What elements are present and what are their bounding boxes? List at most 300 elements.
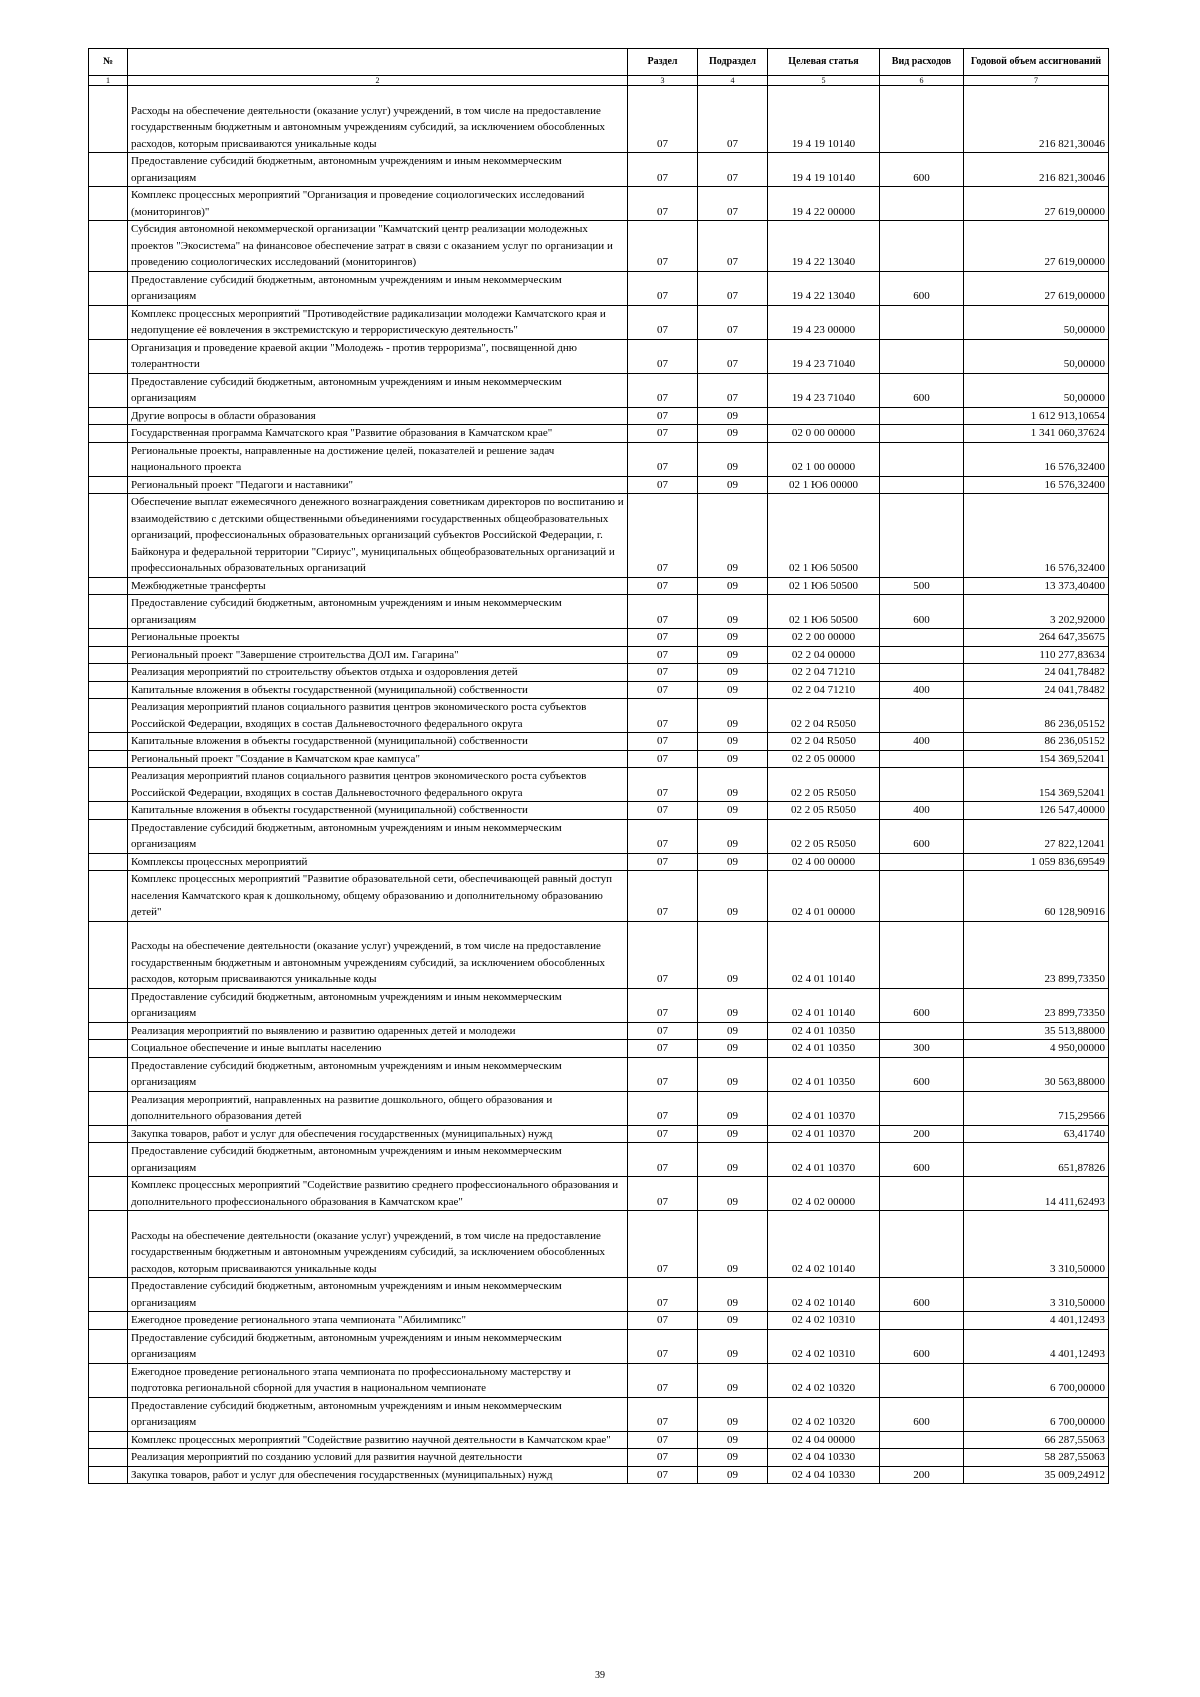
row-name-cell: Комплекс процессных мероприятий "Организация и проведение социологических исследований (мониторингов)" [128, 187, 628, 221]
row-name-cell: Расходы на обеспечение деятельности (оказание услуг) учреждений, в том числе на предоставление государственным бюджетным и автономным учреждениям субсидий, за исключением обособленных расходов, которым присваиваются уникальные коды [128, 1211, 628, 1278]
table-row [89, 768, 1109, 802]
row-razdel-cell: 07 [628, 1057, 698, 1091]
table-row [89, 853, 1109, 871]
table-row [89, 988, 1109, 1022]
row-sum-cell: 27 619,00000 [964, 271, 1109, 305]
row-name-cell: Субсидия автономной некоммерческой организации "Камчатский центр реализации молодежных проектов "Экосистема" на финансовое обеспечение затрат в связи с оказанием услуг по организации и проведению социологических исследований (мониторингов) [128, 221, 628, 272]
row-vid-cell [880, 339, 964, 373]
header-number: 7 [964, 76, 1109, 86]
budget-document [88, 48, 1108, 1484]
row-razdel-cell: 07 [628, 1329, 698, 1363]
row-podrazdel-cell: 09 [698, 1040, 768, 1058]
row-number-cell [89, 153, 128, 187]
table-body [89, 86, 1109, 1484]
row-number-cell [89, 988, 128, 1022]
row-name-cell: Региональный проект "Создание в Камчатском крае кампуса" [128, 750, 628, 768]
row-vid-cell [880, 494, 964, 578]
row-podrazdel-cell: 07 [698, 271, 768, 305]
row-statya-cell: 19 4 22 00000 [768, 187, 880, 221]
row-vid-cell [880, 1312, 964, 1330]
row-sum-cell: 13 373,40400 [964, 577, 1109, 595]
row-statya-cell: 02 4 01 00000 [768, 871, 880, 922]
row-vid-cell [880, 1449, 964, 1467]
row-razdel-cell: 07 [628, 1143, 698, 1177]
row-razdel-cell: 07 [628, 221, 698, 272]
row-vid-cell [880, 442, 964, 476]
header-vid: Вид расходов [880, 49, 964, 76]
row-vid-cell: 600 [880, 1143, 964, 1177]
row-statya-cell: 02 4 01 10370 [768, 1091, 880, 1125]
row-sum-cell: 4 401,12493 [964, 1312, 1109, 1330]
row-number-cell [89, 1211, 128, 1278]
row-razdel-cell: 07 [628, 86, 698, 153]
header-number: 6 [880, 76, 964, 86]
table-row [89, 86, 1109, 153]
row-razdel-cell: 07 [628, 646, 698, 664]
row-razdel-cell: 07 [628, 494, 698, 578]
row-statya-cell: 02 1 Ю6 50500 [768, 577, 880, 595]
row-podrazdel-cell: 09 [698, 1431, 768, 1449]
row-sum-cell: 16 576,32400 [964, 494, 1109, 578]
row-name-cell: Капитальные вложения в объекты государственной (муниципальной) собственности [128, 733, 628, 751]
table-row [89, 187, 1109, 221]
row-number-cell [89, 629, 128, 647]
row-number-cell [89, 1091, 128, 1125]
row-podrazdel-cell: 09 [698, 1278, 768, 1312]
row-razdel-cell: 07 [628, 442, 698, 476]
row-razdel-cell: 07 [628, 339, 698, 373]
row-razdel-cell: 07 [628, 871, 698, 922]
row-name-cell: Комплекс процессных мероприятий "Противодействие радикализации молодежи Камчатского края и недопущение её вовлечения в экстремистскую и террористическую деятельность" [128, 305, 628, 339]
row-razdel-cell: 07 [628, 1211, 698, 1278]
row-name-cell: Расходы на обеспечение деятельности (оказание услуг) учреждений, в том числе на предоставление государственным бюджетным и автономным учреждениям субсидий, за исключением обособленных расходов, которым присваиваются уникальные коды [128, 86, 628, 153]
row-vid-cell [880, 407, 964, 425]
row-sum-cell: 63,41740 [964, 1125, 1109, 1143]
row-sum-cell: 30 563,88000 [964, 1057, 1109, 1091]
row-statya-cell: 02 0 00 00000 [768, 425, 880, 443]
row-podrazdel-cell: 09 [698, 733, 768, 751]
row-number-cell [89, 425, 128, 443]
row-statya-cell: 02 4 01 10350 [768, 1022, 880, 1040]
row-vid-cell [880, 768, 964, 802]
row-podrazdel-cell: 07 [698, 373, 768, 407]
row-vid-cell [880, 871, 964, 922]
row-vid-cell: 400 [880, 802, 964, 820]
row-podrazdel-cell: 09 [698, 1312, 768, 1330]
row-name-cell: Предоставление субсидий бюджетным, автономным учреждениям и иным некоммерческим организациям [128, 373, 628, 407]
row-vid-cell [880, 629, 964, 647]
table-row [89, 733, 1109, 751]
row-sum-cell: 23 899,73350 [964, 988, 1109, 1022]
row-sum-cell: 216 821,30046 [964, 153, 1109, 187]
row-name-cell: Обеспечение выплат ежемесячного денежного вознаграждения советникам директоров по воспитанию и взаимодействию с детскими общественными объединениями государственных общеобразовательных организаций, профессиональных образовательных организаций субъектов Российской Федерации, г. Байконура и федеральной территории "Сириус", муниципальных общеобразовательных организаций и профессиональных образовательных организаций [128, 494, 628, 578]
row-name-cell: Капитальные вложения в объекты государственной (муниципальной) собственности [128, 681, 628, 699]
table-row [89, 442, 1109, 476]
header-num: № [89, 49, 128, 76]
row-name-cell: Закупка товаров, работ и услуг для обеспечения государственных (муниципальных) нужд [128, 1125, 628, 1143]
row-sum-cell: 35 513,88000 [964, 1022, 1109, 1040]
header-number-row [89, 76, 1109, 86]
row-vid-cell [880, 699, 964, 733]
row-vid-cell: 600 [880, 1329, 964, 1363]
row-podrazdel-cell: 09 [698, 819, 768, 853]
table-row [89, 1091, 1109, 1125]
row-name-cell: Реализация мероприятий по строительству объектов отдыха и оздоровления детей [128, 664, 628, 682]
row-vid-cell [880, 646, 964, 664]
row-razdel-cell: 07 [628, 1040, 698, 1058]
header-name [128, 49, 628, 76]
row-sum-cell: 154 369,52041 [964, 768, 1109, 802]
row-sum-cell: 24 041,78482 [964, 681, 1109, 699]
row-statya-cell: 02 2 04 71210 [768, 681, 880, 699]
row-statya-cell: 02 4 00 00000 [768, 853, 880, 871]
table-row [89, 407, 1109, 425]
row-statya-cell: 19 4 19 10140 [768, 86, 880, 153]
row-razdel-cell: 07 [628, 681, 698, 699]
table-row [89, 1329, 1109, 1363]
row-razdel-cell: 07 [628, 1278, 698, 1312]
row-statya-cell: 02 4 01 10140 [768, 921, 880, 988]
row-podrazdel-cell: 09 [698, 1177, 768, 1211]
row-sum-cell: 16 576,32400 [964, 476, 1109, 494]
row-number-cell [89, 768, 128, 802]
row-podrazdel-cell: 09 [698, 407, 768, 425]
row-podrazdel-cell: 09 [698, 681, 768, 699]
row-razdel-cell: 07 [628, 853, 698, 871]
row-sum-cell: 27 619,00000 [964, 221, 1109, 272]
row-sum-cell: 27 619,00000 [964, 187, 1109, 221]
row-podrazdel-cell: 07 [698, 339, 768, 373]
row-name-cell: Региональные проекты, направленные на достижение целей, показателей и решение задач национального проекта [128, 442, 628, 476]
table-row [89, 595, 1109, 629]
row-statya-cell: 02 4 01 10140 [768, 988, 880, 1022]
row-podrazdel-cell: 09 [698, 853, 768, 871]
row-number-cell [89, 442, 128, 476]
row-podrazdel-cell: 09 [698, 1143, 768, 1177]
row-vid-cell: 600 [880, 271, 964, 305]
row-razdel-cell: 07 [628, 1431, 698, 1449]
row-statya-cell: 19 4 23 71040 [768, 373, 880, 407]
row-name-cell: Предоставление субсидий бюджетным, автономным учреждениям и иным некоммерческим организациям [128, 1143, 628, 1177]
row-name-cell: Предоставление субсидий бюджетным, автономным учреждениям и иным некоммерческим организациям [128, 153, 628, 187]
header-number: 2 [128, 76, 628, 86]
row-vid-cell: 600 [880, 1057, 964, 1091]
page-number: 39 [595, 1670, 605, 1681]
row-number-cell [89, 853, 128, 871]
row-vid-cell [880, 1177, 964, 1211]
row-number-cell [89, 1363, 128, 1397]
header-number: 1 [89, 76, 128, 86]
row-podrazdel-cell: 09 [698, 921, 768, 988]
row-number-cell [89, 1040, 128, 1058]
row-number-cell [89, 733, 128, 751]
row-razdel-cell: 07 [628, 476, 698, 494]
row-statya-cell: 02 4 01 10370 [768, 1143, 880, 1177]
row-name-cell: Региональный проект "Завершение строительства ДОЛ им. Гагарина" [128, 646, 628, 664]
header-number: 3 [628, 76, 698, 86]
header-statya: Целевая статья [768, 49, 880, 76]
row-number-cell [89, 595, 128, 629]
table-row [89, 1125, 1109, 1143]
row-statya-cell: 02 2 04 R5050 [768, 699, 880, 733]
table-row [89, 1040, 1109, 1058]
row-podrazdel-cell: 09 [698, 1022, 768, 1040]
row-razdel-cell: 07 [628, 1091, 698, 1125]
row-sum-cell: 50,00000 [964, 305, 1109, 339]
row-podrazdel-cell: 07 [698, 305, 768, 339]
row-vid-cell: 200 [880, 1466, 964, 1484]
row-sum-cell: 50,00000 [964, 373, 1109, 407]
row-sum-cell: 3 310,50000 [964, 1278, 1109, 1312]
table-row [89, 1143, 1109, 1177]
table-row [89, 425, 1109, 443]
row-vid-cell: 400 [880, 733, 964, 751]
row-podrazdel-cell: 09 [698, 802, 768, 820]
row-number-cell [89, 577, 128, 595]
row-razdel-cell: 07 [628, 1363, 698, 1397]
row-statya-cell: 02 1 Ю6 00000 [768, 476, 880, 494]
row-name-cell: Комплексы процессных мероприятий [128, 853, 628, 871]
table-row [89, 577, 1109, 595]
row-statya-cell: 19 4 22 13040 [768, 271, 880, 305]
row-statya-cell: 19 4 22 13040 [768, 221, 880, 272]
row-number-cell [89, 819, 128, 853]
row-razdel-cell: 07 [628, 187, 698, 221]
row-vid-cell: 200 [880, 1125, 964, 1143]
row-statya-cell: 02 4 04 00000 [768, 1431, 880, 1449]
row-vid-cell: 600 [880, 1278, 964, 1312]
row-podrazdel-cell: 07 [698, 187, 768, 221]
row-statya-cell: 02 2 00 00000 [768, 629, 880, 647]
row-podrazdel-cell: 09 [698, 871, 768, 922]
row-vid-cell: 500 [880, 577, 964, 595]
table-row [89, 1022, 1109, 1040]
header-razdel: Раздел [628, 49, 698, 76]
row-razdel-cell: 07 [628, 819, 698, 853]
table-header [89, 49, 1109, 86]
row-sum-cell: 50,00000 [964, 339, 1109, 373]
row-sum-cell: 23 899,73350 [964, 921, 1109, 988]
row-razdel-cell: 07 [628, 1125, 698, 1143]
row-razdel-cell: 07 [628, 699, 698, 733]
row-statya-cell: 02 2 05 00000 [768, 750, 880, 768]
row-statya-cell: 02 2 05 R5050 [768, 819, 880, 853]
row-name-cell: Региональный проект "Педагоги и наставники" [128, 476, 628, 494]
row-podrazdel-cell: 07 [698, 86, 768, 153]
table-row [89, 373, 1109, 407]
row-podrazdel-cell: 09 [698, 988, 768, 1022]
row-vid-cell [880, 853, 964, 871]
table-row [89, 1466, 1109, 1484]
table-row [89, 1211, 1109, 1278]
row-name-cell: Комплекс процессных мероприятий "Развитие образовательной сети, обеспечивающей равный доступ населения Камчатского края к дошкольному, общему образованию и дополнительному образованию детей" [128, 871, 628, 922]
row-statya-cell: 02 4 02 10310 [768, 1312, 880, 1330]
row-number-cell [89, 1449, 128, 1467]
row-razdel-cell: 07 [628, 1022, 698, 1040]
row-vid-cell [880, 476, 964, 494]
row-vid-cell [880, 86, 964, 153]
row-sum-cell: 86 236,05152 [964, 699, 1109, 733]
row-podrazdel-cell: 09 [698, 1329, 768, 1363]
row-number-cell [89, 1022, 128, 1040]
row-razdel-cell: 07 [628, 305, 698, 339]
row-number-cell [89, 476, 128, 494]
row-name-cell: Реализация мероприятий планов социального развития центров экономического роста субъектов Российской Федерации, входящих в состав Дальневосточного федерального округа [128, 768, 628, 802]
row-sum-cell: 14 411,62493 [964, 1177, 1109, 1211]
row-vid-cell [880, 1022, 964, 1040]
table-row [89, 921, 1109, 988]
row-podrazdel-cell: 09 [698, 1466, 768, 1484]
row-name-cell: Расходы на обеспечение деятельности (оказание услуг) учреждений, в том числе на предоставление государственным бюджетным и автономным учреждениям субсидий, за исключением обособленных расходов, которым присваиваются уникальные коды [128, 921, 628, 988]
table-row [89, 1397, 1109, 1431]
row-razdel-cell: 07 [628, 407, 698, 425]
row-statya-cell: 02 4 01 10350 [768, 1040, 880, 1058]
row-sum-cell: 3 202,92000 [964, 595, 1109, 629]
row-razdel-cell: 07 [628, 153, 698, 187]
row-statya-cell: 02 2 05 R5050 [768, 802, 880, 820]
row-vid-cell [880, 664, 964, 682]
row-razdel-cell: 07 [628, 664, 698, 682]
row-number-cell [89, 1329, 128, 1363]
row-sum-cell: 1 612 913,10654 [964, 407, 1109, 425]
row-sum-cell: 715,29566 [964, 1091, 1109, 1125]
row-name-cell: Предоставление субсидий бюджетным, автономным учреждениям и иным некоммерческим организациям [128, 271, 628, 305]
row-number-cell [89, 664, 128, 682]
row-sum-cell: 27 822,12041 [964, 819, 1109, 853]
table-row [89, 221, 1109, 272]
row-statya-cell: 02 4 02 10320 [768, 1363, 880, 1397]
row-number-cell [89, 1466, 128, 1484]
row-statya-cell: 02 4 04 10330 [768, 1466, 880, 1484]
row-number-cell [89, 1143, 128, 1177]
row-sum-cell: 110 277,83634 [964, 646, 1109, 664]
table-row [89, 305, 1109, 339]
row-sum-cell: 4 401,12493 [964, 1329, 1109, 1363]
row-razdel-cell: 07 [628, 1397, 698, 1431]
row-statya-cell: 19 4 23 00000 [768, 305, 880, 339]
row-number-cell [89, 681, 128, 699]
row-name-cell: Предоставление субсидий бюджетным, автономным учреждениям и иным некоммерческим организациям [128, 1057, 628, 1091]
row-number-cell [89, 871, 128, 922]
row-vid-cell: 600 [880, 595, 964, 629]
row-podrazdel-cell: 09 [698, 442, 768, 476]
table-row [89, 871, 1109, 922]
row-sum-cell: 6 700,00000 [964, 1363, 1109, 1397]
table-row [89, 1177, 1109, 1211]
table-row [89, 646, 1109, 664]
row-number-cell [89, 373, 128, 407]
row-number-cell [89, 1125, 128, 1143]
row-name-cell: Комплекс процессных мероприятий "Содействие развитию среднего профессионального образования и дополнительного профессионального образования в Камчатском крае" [128, 1177, 628, 1211]
row-vid-cell: 600 [880, 373, 964, 407]
row-vid-cell: 600 [880, 153, 964, 187]
row-vid-cell [880, 1431, 964, 1449]
row-podrazdel-cell: 09 [698, 1057, 768, 1091]
row-razdel-cell: 07 [628, 1177, 698, 1211]
row-number-cell [89, 750, 128, 768]
row-number-cell [89, 1278, 128, 1312]
row-vid-cell: 600 [880, 1397, 964, 1431]
row-podrazdel-cell: 07 [698, 221, 768, 272]
table-row [89, 494, 1109, 578]
row-podrazdel-cell: 09 [698, 646, 768, 664]
row-podrazdel-cell: 09 [698, 699, 768, 733]
row-sum-cell: 1 059 836,69549 [964, 853, 1109, 871]
row-number-cell [89, 407, 128, 425]
row-podrazdel-cell: 09 [698, 1091, 768, 1125]
row-razdel-cell: 07 [628, 425, 698, 443]
row-name-cell: Комплекс процессных мероприятий "Содействие развитию научной деятельности в Камчатском крае" [128, 1431, 628, 1449]
row-sum-cell: 60 128,90916 [964, 871, 1109, 922]
budget-table [88, 48, 1109, 1484]
row-razdel-cell: 07 [628, 1449, 698, 1467]
row-razdel-cell: 07 [628, 1312, 698, 1330]
header-number: 4 [698, 76, 768, 86]
row-number-cell [89, 86, 128, 153]
row-sum-cell: 216 821,30046 [964, 86, 1109, 153]
table-row [89, 750, 1109, 768]
row-name-cell: Межбюджетные трансферты [128, 577, 628, 595]
row-name-cell: Социальное обеспечение и иные выплаты населению [128, 1040, 628, 1058]
row-podrazdel-cell: 07 [698, 153, 768, 187]
row-sum-cell: 154 369,52041 [964, 750, 1109, 768]
row-statya-cell: 02 4 04 10330 [768, 1449, 880, 1467]
table-row [89, 629, 1109, 647]
row-razdel-cell: 07 [628, 1466, 698, 1484]
row-sum-cell: 16 576,32400 [964, 442, 1109, 476]
row-podrazdel-cell: 09 [698, 768, 768, 802]
table-row [89, 1449, 1109, 1467]
row-name-cell: Предоставление субсидий бюджетным, автономным учреждениям и иным некоммерческим организациям [128, 595, 628, 629]
row-vid-cell [880, 187, 964, 221]
row-podrazdel-cell: 09 [698, 1125, 768, 1143]
row-statya-cell: 19 4 19 10140 [768, 153, 880, 187]
table-row [89, 1278, 1109, 1312]
row-razdel-cell: 07 [628, 768, 698, 802]
row-statya-cell: 02 1 Ю6 50500 [768, 494, 880, 578]
row-sum-cell: 58 287,55063 [964, 1449, 1109, 1467]
row-razdel-cell: 07 [628, 271, 698, 305]
row-podrazdel-cell: 09 [698, 1363, 768, 1397]
row-statya-cell: 02 4 01 10350 [768, 1057, 880, 1091]
row-number-cell [89, 1397, 128, 1431]
row-vid-cell: 600 [880, 819, 964, 853]
row-sum-cell: 24 041,78482 [964, 664, 1109, 682]
row-name-cell: Государственная программа Камчатского края "Развитие образования в Камчатском крае" [128, 425, 628, 443]
row-statya-cell: 02 2 04 R5050 [768, 733, 880, 751]
row-podrazdel-cell: 09 [698, 595, 768, 629]
table-row [89, 1431, 1109, 1449]
row-razdel-cell: 07 [628, 802, 698, 820]
row-statya-cell: 02 4 02 00000 [768, 1177, 880, 1211]
row-statya-cell: 02 4 02 10140 [768, 1211, 880, 1278]
table-row [89, 819, 1109, 853]
header-number: 5 [768, 76, 880, 86]
row-sum-cell: 126 547,40000 [964, 802, 1109, 820]
row-statya-cell: 02 2 04 00000 [768, 646, 880, 664]
header-row [89, 49, 1109, 76]
row-number-cell [89, 699, 128, 733]
row-number-cell [89, 271, 128, 305]
row-vid-cell [880, 425, 964, 443]
row-sum-cell: 4 950,00000 [964, 1040, 1109, 1058]
row-statya-cell: 02 2 05 R5050 [768, 768, 880, 802]
row-number-cell [89, 339, 128, 373]
row-name-cell: Другие вопросы в области образования [128, 407, 628, 425]
row-sum-cell: 264 647,35675 [964, 629, 1109, 647]
table-row [89, 1057, 1109, 1091]
row-number-cell [89, 1057, 128, 1091]
